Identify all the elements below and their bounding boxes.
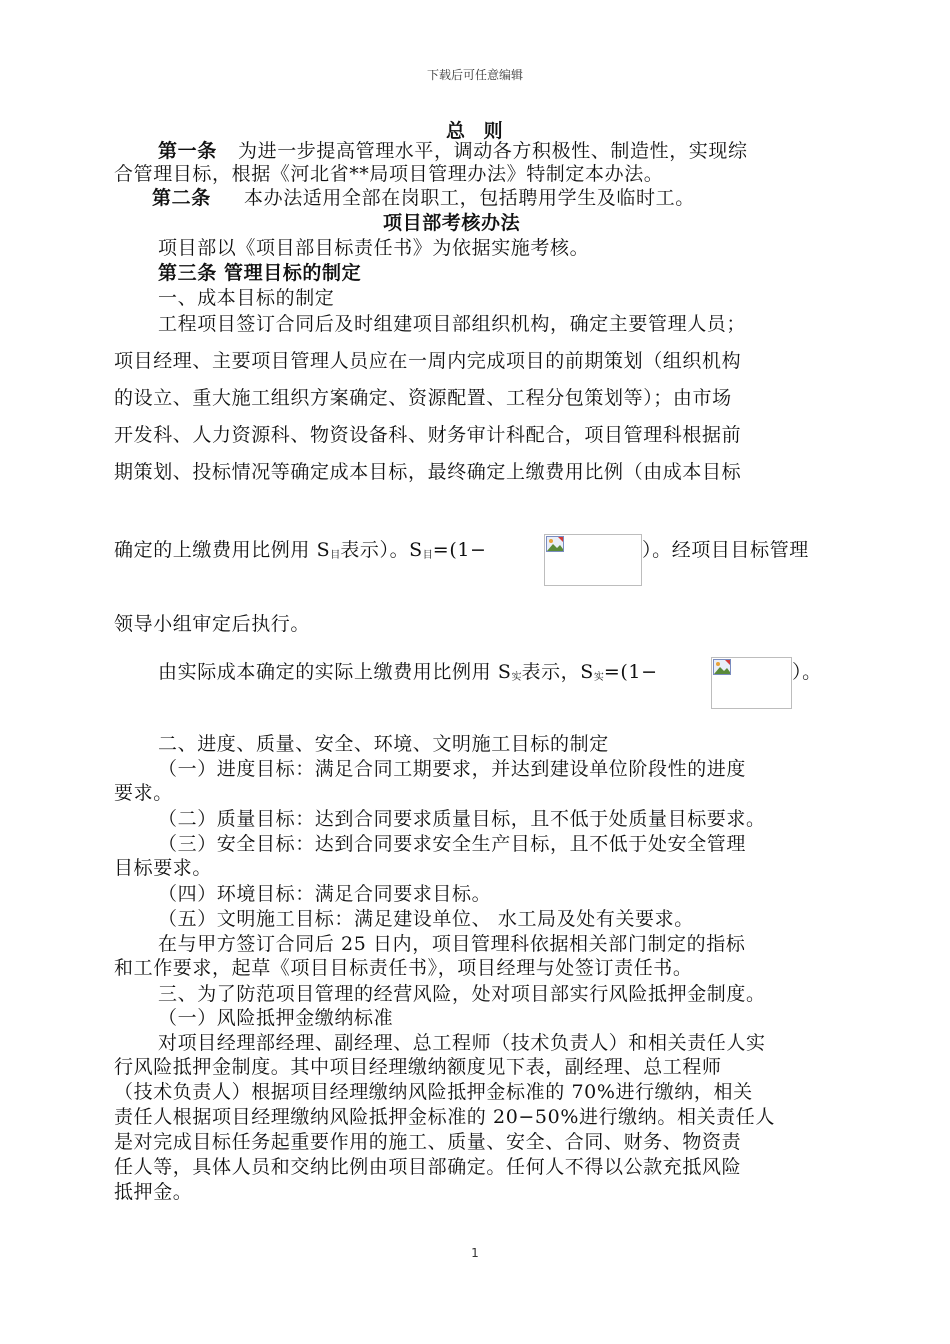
cost-paragraph-line-4: 开发科、人力资源科、物资设备科、财务审计科配合，项目管理科根据前 — [114, 424, 742, 446]
risk-paragraph-line-1: 对项目经理部经理、副经理、总工程师（技术负责人）和相关责任人实 — [158, 1032, 766, 1054]
broken-image-icon — [546, 536, 564, 552]
section-title: 总 则 — [446, 120, 509, 142]
contract-paragraph-line-2: 和工作要求，起草《项目目标责任书》，项目经理与处签订责任书。 — [114, 957, 693, 979]
goal-5: （五）文明施工目标：满足建设单位、 水工局及处有关要求。 — [158, 908, 694, 930]
page-number: 1 — [471, 1246, 479, 1260]
broken-image-icon — [713, 659, 731, 675]
formula-1-image — [544, 534, 642, 586]
article-1-line-2: 合管理目标，根据《河北省**局项目管理办法》特制定本办法。 — [114, 163, 664, 185]
formula-1-line: 确定的上缴费用比例用 $S_目$表示）。$S_目=(1-$ — [114, 539, 487, 561]
goal-2: （二）质量目标：达到合同要求质量目标，且不低于处质量目标要求。 — [158, 808, 766, 830]
article-3-heading: 第三条 管理目标的制定 — [158, 262, 362, 284]
risk-paragraph-line-6: 任人等，具体人员和交纳比例由项目部确定。任何人不得以公款充抵风险 — [114, 1156, 742, 1178]
risk-paragraph-line-5: 是对完成目标任务起重要作用的施工、质量、安全、合同、财务、物资责 — [114, 1131, 742, 1153]
contract-paragraph-line-1: 在与甲方签订合同后 25 日内，项目管理科依据相关部门制定的指标 — [158, 933, 746, 955]
risk-paragraph-line-3: （技术负责人）根据项目经理缴纳风险抵押金标准的 70%进行缴纳，相关 — [114, 1081, 753, 1103]
goal-4: （四）环境目标：满足合同要求目标。 — [158, 883, 492, 905]
cost-paragraph-line-1: 工程项目签订合同后及时组建项目部组织机构，确定主要管理人员； — [158, 313, 747, 335]
article-1-label: 第一条 — [158, 140, 217, 162]
goal-3-line-1: （三）安全目标：达到合同要求安全生产目标，且不低于处安全管理 — [158, 833, 747, 855]
risk-subheading: （一）风险抵押金缴纳标准 — [158, 1007, 394, 1029]
risk-paragraph-line-7: 抵押金。 — [114, 1181, 193, 1203]
intro-line: 项目部以《项目部目标责任书》为依据实施考核。 — [158, 237, 590, 259]
article-2-label: 第二条 — [152, 187, 211, 209]
article-1-line-1: 为进一步提高管理水平，调动各方积极性、制造性，实现综 — [238, 140, 748, 162]
cost-section-heading: 一、成本目标的制定 — [158, 287, 335, 309]
risk-section-heading: 三、为了防范项目管理的经营风险，处对项目部实行风险抵押金制度。 — [158, 983, 766, 1005]
formula-1-end: 领导小组审定后执行。 — [114, 613, 311, 635]
formula-1-post: ）。经项目目标管理 — [642, 539, 809, 561]
goal-1-line-1: （一）进度目标：满足合同工期要求，并达到建设单位阶段性的进度 — [158, 758, 747, 780]
page-header: 下载后可任意编辑 — [426, 68, 523, 82]
article-2-text: 本办法适用全部在岗职工，包括聘用学生及临时工。 — [244, 187, 695, 209]
cost-paragraph-line-2: 项目经理、主要项目管理人员应在一周内完成项目的前期策划（组织机构 — [114, 350, 742, 372]
formula-2-image — [711, 657, 792, 709]
goal-3-line-2: 目标要求。 — [114, 857, 213, 879]
goals-section-heading: 二、进度、质量、安全、环境、文明施工目标的制定 — [158, 733, 609, 755]
formula-2-post: ）。 — [792, 661, 822, 683]
cost-paragraph-line-3: 的设立、重大施工组织方案确定、资源配置、工程分包策划等）；由市场 — [114, 387, 732, 409]
main-title: 项目部考核办法 — [383, 212, 521, 234]
risk-paragraph-line-4: 责任人根据项目经理缴纳风险抵押金标准的 20−50%进行缴纳。相关责任人 — [114, 1106, 775, 1128]
cost-paragraph-line-5: 期策划、投标情况等确定成本目标，最终确定上缴费用比例（由成本目标 — [114, 461, 742, 483]
goal-1-line-2: 要求。 — [114, 782, 173, 804]
risk-paragraph-line-2: 行风险抵押金制度。其中项目经理缴纳额度见下表，副经理、总工程师 — [114, 1056, 722, 1078]
formula-2-line: 由实际成本确定的实际上缴费用比例用 $S_实$表示，$S_实=(1-$ — [158, 661, 658, 683]
